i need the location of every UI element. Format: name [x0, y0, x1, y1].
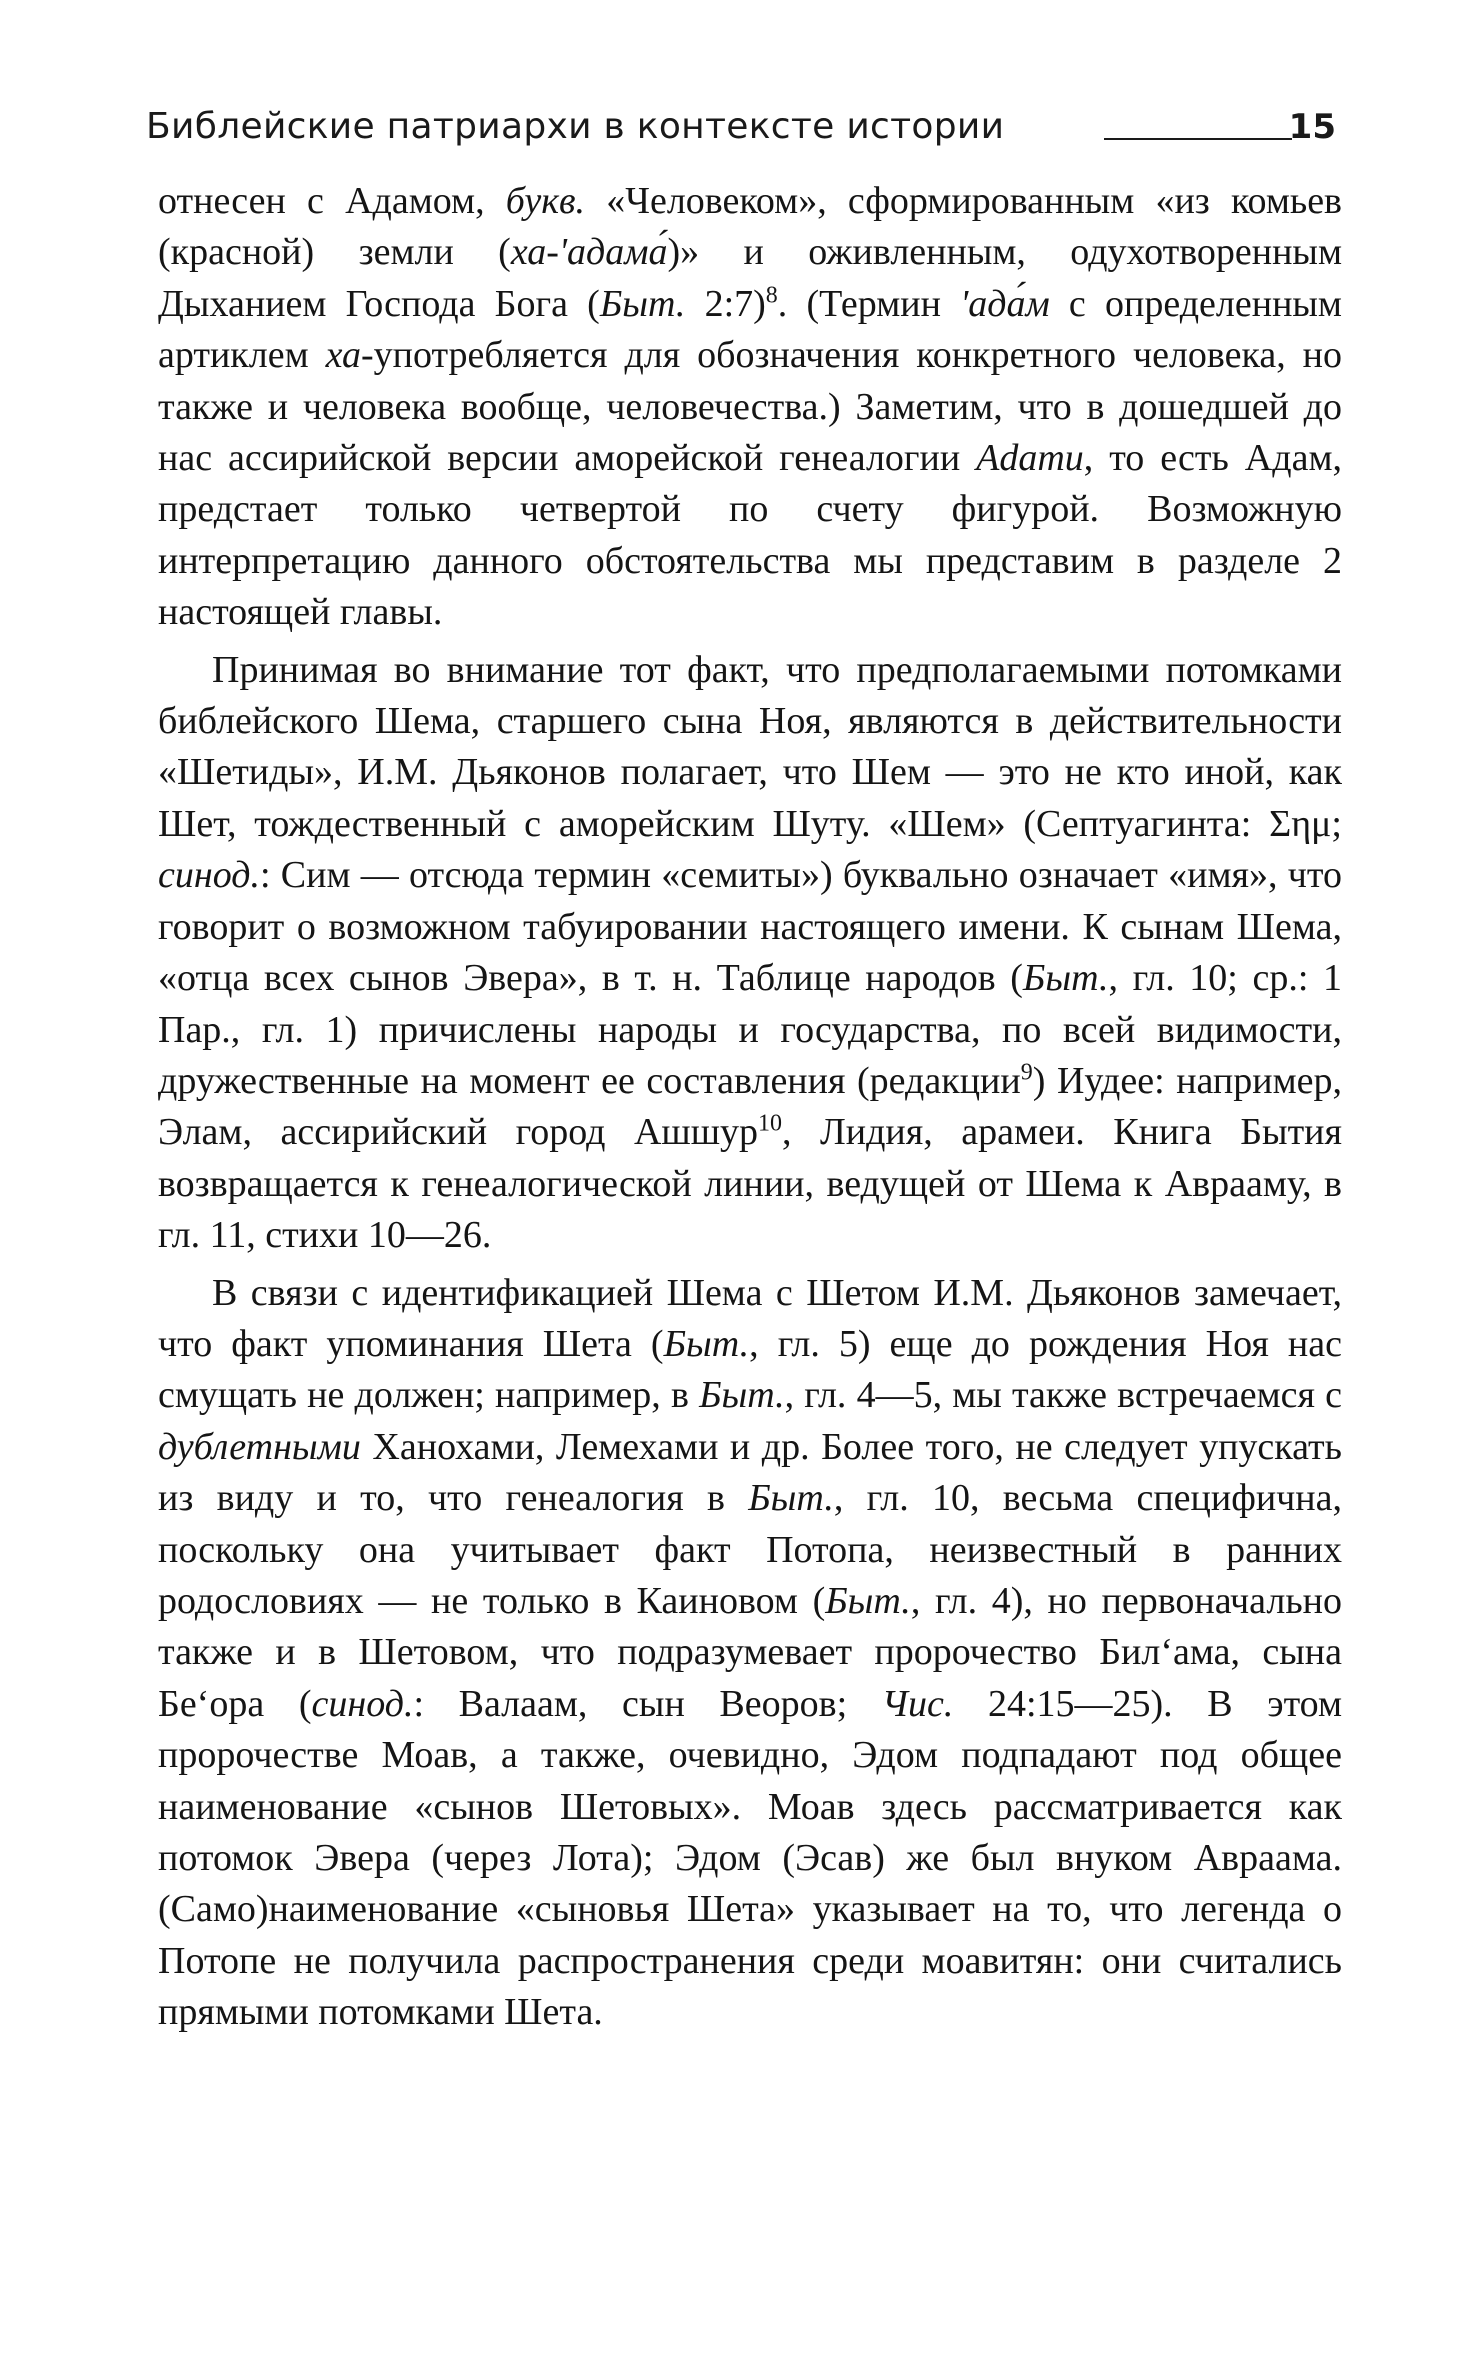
running-header-title: Библейские патриархи в контексте истории	[146, 106, 1005, 147]
italic-text: Быт.	[599, 282, 686, 325]
text-run: Ханохами, Лемехами и др. Более того, не следует упускать из виду и то, что генеалогия в	[158, 1425, 1342, 1520]
text-run: , то есть Адам, предстает только четвертой по счету фигурой. Возможную интерпретацию данного обстоятельства мы представим в разделе 2 настоящей главы.	[158, 437, 1342, 634]
footnote-ref: 8	[765, 282, 778, 309]
text-run: , гл. 5) еще до рождения Ноя нас смущать не должен; например, в	[158, 1322, 1342, 1417]
text-run: : Сим — отсюда термин «семиты») буквально означает «имя», что говорит о возможном табуировании настоящего имени. К сынам Шема, «отца всех сынов Эвера», в т. н. Таблице народов (	[158, 854, 1342, 1000]
italic-text: букв.	[505, 180, 586, 222]
italic-text: Быт.	[663, 1322, 750, 1365]
italic-text: Чис.	[881, 1682, 954, 1725]
italic-text: 'ада́м	[960, 282, 1050, 325]
text-run: : Валаам, сын Веоров;	[413, 1682, 882, 1725]
text-run: , гл. 10, весьма специфична, поскольку она учитывает факт Потопа, неизвестный в ранних родословиях — не только в Каиновом (	[158, 1477, 1342, 1622]
footnote-ref: 9	[1020, 1059, 1033, 1086]
text-run: ) Иудее: например, Элам, ассирийский город Ашшур	[158, 1059, 1342, 1154]
italic-text: Быт.	[748, 1477, 834, 1520]
italic-text: Быт.	[825, 1579, 911, 1622]
text-run: . (Термин	[777, 282, 961, 325]
paragraph	[158, 645, 1342, 1262]
text-run: , гл. 4—5, мы также встречаемся с	[784, 1374, 1342, 1417]
text-run: -употребляется для обозначения конкретного человека, но также и человека вообще, человечества.) Заметим, что в дошедшей до нас ассирийской версии аморейской генеалогии	[158, 334, 1343, 480]
text-run: , гл. 10; ср.: 1 Пар., гл. 1) причислены народы и государства, по всей видимости, дружественные на момент ее составления (редакции	[158, 957, 1342, 1102]
text-run: 2:7)	[685, 282, 766, 325]
italic-text: Adamu	[976, 437, 1084, 480]
italic-text: синод.	[311, 1682, 414, 1725]
text-run: «Человеком», сформированным «из комьев (красной) земли (	[158, 180, 1343, 274]
italic-text: Быт.	[1022, 957, 1109, 1000]
text-run: Принимая во внимание тот факт, что предполагаемыми потомками библейского Шема, старшего сына Ноя, являются в действительности «Шетиды», И.М. Дьяконов полагает, что Шем — это не кто иной, как Шет, тождественный с аморейским Шуту. «Шем» (Септуагинта: Σημ;	[158, 648, 1342, 845]
text-run: с определенным артиклем	[158, 282, 1342, 377]
italic-text: дублетными	[158, 1425, 361, 1468]
italic-text: синод.	[158, 854, 260, 897]
italic-text: ха-'адама́	[510, 231, 668, 274]
text-run: 24:15—25). В этом пророчестве Моав, а также, очевидно, Эдом подпадают под общее наименование «сынов Шетовых». Моав здесь рассматривается как потомок Эвера (через Лота); Эдом (Эсав) же был внуком Авраама. (Само)наименование «сыновья Шета» указывает на то, что легенда о Потопе не получила распространения среди моавитян: они считались прямыми потомками Шета.	[158, 1682, 1342, 2034]
body-text	[158, 176, 1342, 2039]
text-run: , гл. 4), но первоначально также и в Шетовом, что подразумевает пророчество Бил‘ама, сына Бе‘ора (	[158, 1579, 1342, 1725]
italic-text: Быт.	[699, 1374, 785, 1417]
text-run: , Лидия, арамеи. Книга Бытия возвращается к генеалогической линии, ведущей от Шема к Аврааму, в гл. 11, стихи 10—26.	[158, 1111, 1342, 1257]
italic-text: ха	[325, 334, 361, 377]
running-header	[146, 100, 1336, 160]
header-rule	[1104, 138, 1292, 140]
page-number: 15	[1288, 107, 1336, 147]
text-run: отнесен с Адамом,	[158, 180, 506, 222]
text-run: )» и оживленным, одухотворенным Дыханием Господа Бога (	[158, 231, 1342, 325]
paragraph	[158, 1268, 1342, 2039]
paragraph	[158, 176, 1342, 639]
text-run: В связи с идентификацией Шема с Шетом И.М. Дьяконов замечает, что факт упоминания Шета (	[158, 1271, 1342, 1365]
footnote-ref: 10	[757, 1110, 782, 1137]
